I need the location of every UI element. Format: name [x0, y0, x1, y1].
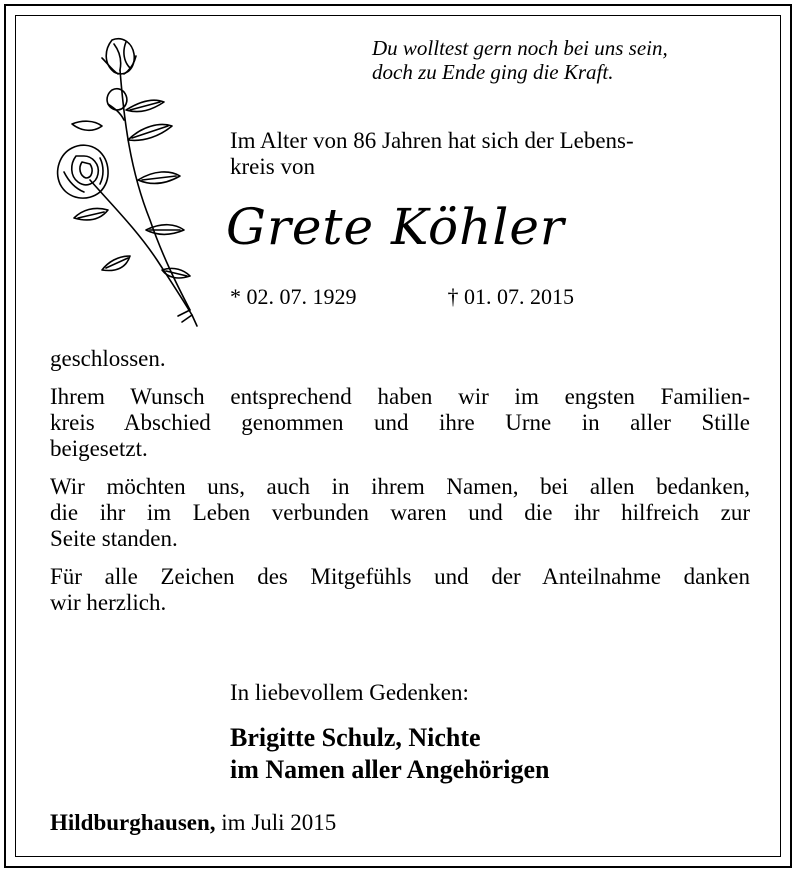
intro-line-2: kreis von	[230, 154, 315, 179]
paragraph-burial	[50, 384, 750, 462]
signers	[230, 722, 549, 786]
paragraph-closed: geschlossen.	[50, 346, 166, 371]
place-town: Hildburghausen,	[50, 810, 216, 835]
intro-text	[230, 128, 750, 180]
life-dates	[230, 285, 574, 309]
place-and-date	[50, 810, 336, 836]
birth-date: * 02. 07. 1929	[230, 284, 357, 309]
motto-verse	[372, 36, 772, 84]
signer-line-2: im Namen aller Angehörigen	[230, 755, 550, 784]
signer-line-1: Brigitte Schulz, Nichte	[230, 723, 481, 752]
rose-illustration	[42, 30, 202, 330]
burial-line-3: beigesetzt.	[50, 436, 148, 461]
obituary-body	[50, 346, 750, 628]
burial-line-1: Ihrem Wunsch entsprechend haben wir im engsten Familien-	[50, 384, 750, 409]
closing-phrase: In liebevollem Gedenken:	[230, 680, 469, 705]
paragraph-gratitude	[50, 564, 750, 616]
thanks-line-3: Seite standen.	[50, 526, 178, 551]
death-date: † 01. 07. 2015	[447, 284, 574, 309]
intro-line-1: Im Alter von 86 Jahren hat sich der Lebens-	[230, 128, 634, 153]
gratitude-line-2: wir herzlich.	[50, 590, 167, 615]
motto-line-1: Du wolltest gern noch bei uns sein,	[372, 36, 668, 60]
thanks-line-1: Wir möchten uns, auch in ihrem Namen, bei allen bedanken,	[50, 474, 750, 499]
burial-line-2: kreis Abschied genommen und ihre Urne in aller Stille	[50, 410, 750, 435]
deceased-name: Grete Köhler	[226, 198, 565, 256]
gratitude-line-1: Für alle Zeichen des Mitgefühls und der Anteilnahme danken	[50, 564, 750, 589]
thanks-line-2: die ihr im Leben verbunden waren und die ihr hilfreich zur	[50, 500, 750, 525]
place-date: im Juli 2015	[215, 810, 337, 835]
paragraph-thanks	[50, 474, 750, 552]
motto-line-2: doch zu Ende ging die Kraft.	[372, 60, 614, 84]
